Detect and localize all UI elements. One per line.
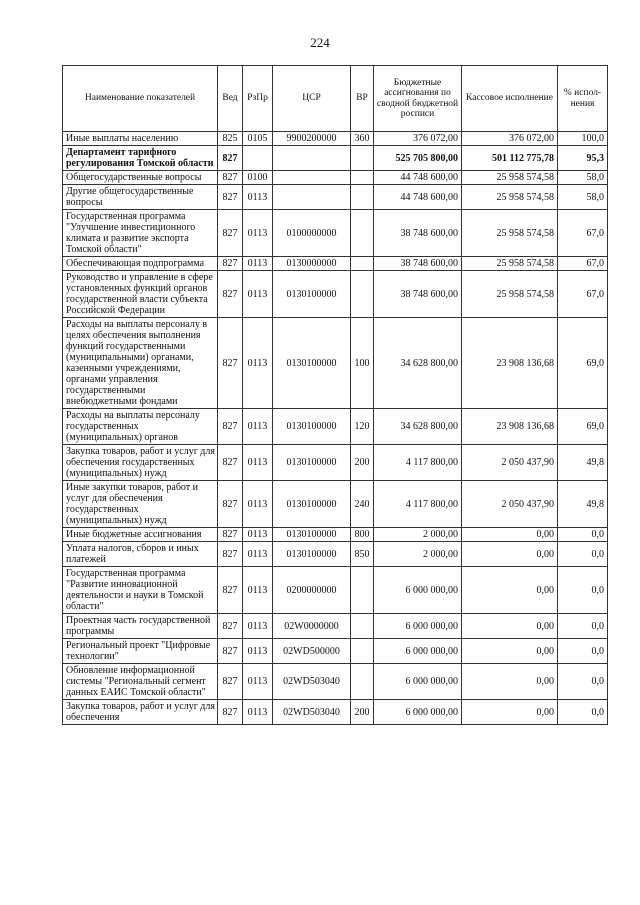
table-row <box>63 318 608 409</box>
table-body <box>63 132 608 725</box>
cell-csr <box>273 171 351 185</box>
cell-cash: 2 050 437,90 <box>462 481 558 528</box>
cell-name: Иные выплаты населению <box>63 132 218 146</box>
cell-csr: 0100000000 <box>273 210 351 257</box>
header-cash: Кассовое исполнение <box>462 66 558 132</box>
table-row <box>63 146 608 171</box>
cell-ved: 827 <box>218 171 243 185</box>
cell-pct: 0,0 <box>558 664 608 700</box>
cell-cash: 0,00 <box>462 567 558 614</box>
cell-name: Закупка товаров, работ и услуг для обеспечения государственных (муниципальных) нужд <box>63 445 218 481</box>
table-row <box>63 185 608 210</box>
header-rzpr: РзПр <box>243 66 273 132</box>
cell-cash: 25 958 574,58 <box>462 257 558 271</box>
table-row <box>63 664 608 700</box>
cell-pct: 67,0 <box>558 210 608 257</box>
cell-ved: 827 <box>218 664 243 700</box>
cell-pct: 67,0 <box>558 271 608 318</box>
cell-budget: 4 117 800,00 <box>374 481 462 528</box>
cell-rzpr: 0113 <box>243 528 273 542</box>
table-row <box>63 257 608 271</box>
cell-name: Расходы на выплаты персоналу государственных (муниципальных) органов <box>63 409 218 445</box>
cell-pct: 95,3 <box>558 146 608 171</box>
cell-ved: 827 <box>218 318 243 409</box>
cell-name: Расходы на выплаты персоналу в целях обеспечения выполнения функций государственными (муниципальными) органами, казенными учреждениями, органами управления государственными внебюджетными фондами <box>63 318 218 409</box>
cell-csr <box>273 146 351 171</box>
cell-rzpr: 0113 <box>243 567 273 614</box>
cell-vr <box>351 210 374 257</box>
cell-budget: 4 117 800,00 <box>374 445 462 481</box>
cell-cash: 25 958 574,58 <box>462 185 558 210</box>
cell-vr: 120 <box>351 409 374 445</box>
cell-csr: 0130100000 <box>273 271 351 318</box>
cell-rzpr: 0113 <box>243 481 273 528</box>
cell-csr: 0130100000 <box>273 528 351 542</box>
cell-csr: 0130100000 <box>273 445 351 481</box>
cell-name: Департамент тарифного регулирования Томской области <box>63 146 218 171</box>
header-pct: % испол-нения <box>558 66 608 132</box>
cell-csr: 02WD500000 <box>273 639 351 664</box>
cell-ved: 827 <box>218 185 243 210</box>
cell-rzpr: 0113 <box>243 700 273 725</box>
cell-csr: 02W0000000 <box>273 614 351 639</box>
table-row <box>63 614 608 639</box>
table-row <box>63 132 608 146</box>
table-row <box>63 639 608 664</box>
cell-rzpr: 0113 <box>243 639 273 664</box>
cell-rzpr: 0113 <box>243 445 273 481</box>
cell-rzpr: 0113 <box>243 257 273 271</box>
cell-csr: 02WD503040 <box>273 664 351 700</box>
cell-pct: 0,0 <box>558 639 608 664</box>
cell-pct: 100,0 <box>558 132 608 146</box>
cell-vr: 100 <box>351 318 374 409</box>
cell-rzpr: 0113 <box>243 542 273 567</box>
cell-pct: 49,8 <box>558 445 608 481</box>
cell-rzpr: 0113 <box>243 614 273 639</box>
cell-budget: 44 748 600,00 <box>374 185 462 210</box>
cell-pct: 69,0 <box>558 318 608 409</box>
cell-vr <box>351 567 374 614</box>
header-csr: ЦСР <box>273 66 351 132</box>
cell-rzpr: 0113 <box>243 185 273 210</box>
table-row <box>63 210 608 257</box>
cell-budget: 38 748 600,00 <box>374 271 462 318</box>
cell-ved: 827 <box>218 445 243 481</box>
cell-ved: 827 <box>218 146 243 171</box>
cell-budget: 2 000,00 <box>374 528 462 542</box>
cell-cash: 0,00 <box>462 639 558 664</box>
cell-pct: 0,0 <box>558 542 608 567</box>
header-vr: ВР <box>351 66 374 132</box>
cell-ved: 827 <box>218 409 243 445</box>
cell-budget: 34 628 800,00 <box>374 318 462 409</box>
cell-vr <box>351 171 374 185</box>
cell-vr: 850 <box>351 542 374 567</box>
cell-csr: 0130100000 <box>273 318 351 409</box>
cell-pct: 0,0 <box>558 614 608 639</box>
cell-ved: 827 <box>218 700 243 725</box>
cell-vr: 200 <box>351 445 374 481</box>
cell-budget: 525 705 800,00 <box>374 146 462 171</box>
cell-rzpr: 0113 <box>243 318 273 409</box>
cell-vr: 800 <box>351 528 374 542</box>
cell-pct: 49,8 <box>558 481 608 528</box>
cell-vr <box>351 271 374 318</box>
cell-cash: 0,00 <box>462 542 558 567</box>
cell-cash: 376 072,00 <box>462 132 558 146</box>
cell-name: Обновление информационной системы "Региональный сегмент данных ЕАИС Томской области" <box>63 664 218 700</box>
cell-csr: 0130100000 <box>273 409 351 445</box>
cell-vr <box>351 185 374 210</box>
table-row <box>63 481 608 528</box>
cell-cash: 23 908 136,68 <box>462 318 558 409</box>
cell-pct: 0,0 <box>558 700 608 725</box>
cell-budget: 376 072,00 <box>374 132 462 146</box>
cell-name: Другие общегосударственные вопросы <box>63 185 218 210</box>
cell-budget: 6 000 000,00 <box>374 614 462 639</box>
cell-cash: 0,00 <box>462 700 558 725</box>
cell-budget: 6 000 000,00 <box>374 664 462 700</box>
cell-name: Проектная часть государственной программы <box>63 614 218 639</box>
cell-csr: 0130100000 <box>273 481 351 528</box>
cell-ved: 825 <box>218 132 243 146</box>
cell-ved: 827 <box>218 639 243 664</box>
cell-vr <box>351 614 374 639</box>
cell-csr: 0130000000 <box>273 257 351 271</box>
cell-ved: 827 <box>218 481 243 528</box>
cell-budget: 44 748 600,00 <box>374 171 462 185</box>
cell-cash: 2 050 437,90 <box>462 445 558 481</box>
cell-ved: 827 <box>218 528 243 542</box>
table-row <box>63 567 608 614</box>
table-row <box>63 171 608 185</box>
header-budget: Бюджетные ассигнования по сводной бюджетной росписи <box>374 66 462 132</box>
table-row <box>63 528 608 542</box>
cell-ved: 827 <box>218 257 243 271</box>
cell-rzpr: 0113 <box>243 271 273 318</box>
cell-csr: 02WD503040 <box>273 700 351 725</box>
cell-ved: 827 <box>218 542 243 567</box>
cell-cash: 0,00 <box>462 528 558 542</box>
cell-cash: 25 958 574,58 <box>462 271 558 318</box>
cell-name: Общегосударственные вопросы <box>63 171 218 185</box>
header-ved: Вед <box>218 66 243 132</box>
table-row <box>63 445 608 481</box>
cell-budget: 34 628 800,00 <box>374 409 462 445</box>
cell-csr <box>273 185 351 210</box>
cell-name: Иные закупки товаров, работ и услуг для обеспечения государственных (муниципальных) нужд <box>63 481 218 528</box>
cell-vr <box>351 639 374 664</box>
cell-pct: 0,0 <box>558 528 608 542</box>
cell-name: Руководство и управление в сфере установленных функций органов государственной власти субъекта Российской Федерации <box>63 271 218 318</box>
cell-pct: 58,0 <box>558 185 608 210</box>
header-name: Наименование показателей <box>63 66 218 132</box>
cell-rzpr <box>243 146 273 171</box>
cell-ved: 827 <box>218 271 243 318</box>
cell-vr: 200 <box>351 700 374 725</box>
cell-ved: 827 <box>218 614 243 639</box>
table-row <box>63 409 608 445</box>
cell-vr: 240 <box>351 481 374 528</box>
budget-execution-table <box>62 65 608 725</box>
cell-name: Уплата налогов, сборов и иных платежей <box>63 542 218 567</box>
cell-pct: 58,0 <box>558 171 608 185</box>
cell-rzpr: 0113 <box>243 409 273 445</box>
cell-cash: 25 958 574,58 <box>462 210 558 257</box>
cell-vr <box>351 146 374 171</box>
cell-name: Государственная программа "Развитие инновационной деятельности и науки в Томской области" <box>63 567 218 614</box>
cell-pct: 0,0 <box>558 567 608 614</box>
table-header-row <box>63 66 608 132</box>
cell-ved: 827 <box>218 567 243 614</box>
table-row <box>63 271 608 318</box>
cell-name: Региональный проект "Цифровые технологии" <box>63 639 218 664</box>
cell-cash: 0,00 <box>462 664 558 700</box>
cell-rzpr: 0113 <box>243 664 273 700</box>
cell-budget: 6 000 000,00 <box>374 639 462 664</box>
cell-rzpr: 0113 <box>243 210 273 257</box>
table-row <box>63 700 608 725</box>
cell-budget: 6 000 000,00 <box>374 567 462 614</box>
cell-name: Государственная программа "Улучшение инвестиционного климата и развитие экспорта Томской области" <box>63 210 218 257</box>
cell-csr: 0130100000 <box>273 542 351 567</box>
cell-cash: 23 908 136,68 <box>462 409 558 445</box>
cell-vr <box>351 664 374 700</box>
cell-pct: 69,0 <box>558 409 608 445</box>
page-number: 224 <box>310 35 330 50</box>
cell-ved: 827 <box>218 210 243 257</box>
cell-rzpr: 0105 <box>243 132 273 146</box>
cell-csr: 9900200000 <box>273 132 351 146</box>
cell-vr <box>351 257 374 271</box>
cell-cash: 25 958 574,58 <box>462 171 558 185</box>
cell-budget: 6 000 000,00 <box>374 700 462 725</box>
cell-rzpr: 0100 <box>243 171 273 185</box>
cell-csr: 0200000000 <box>273 567 351 614</box>
cell-cash: 0,00 <box>462 614 558 639</box>
cell-pct: 67,0 <box>558 257 608 271</box>
table-row <box>63 542 608 567</box>
cell-budget: 38 748 600,00 <box>374 210 462 257</box>
cell-budget: 38 748 600,00 <box>374 257 462 271</box>
cell-vr: 360 <box>351 132 374 146</box>
cell-name: Обеспечивающая подпрограмма <box>63 257 218 271</box>
cell-name: Закупка товаров, работ и услуг для обеспечения <box>63 700 218 725</box>
cell-cash: 501 112 775,78 <box>462 146 558 171</box>
cell-name: Иные бюджетные ассигнования <box>63 528 218 542</box>
cell-budget: 2 000,00 <box>374 542 462 567</box>
